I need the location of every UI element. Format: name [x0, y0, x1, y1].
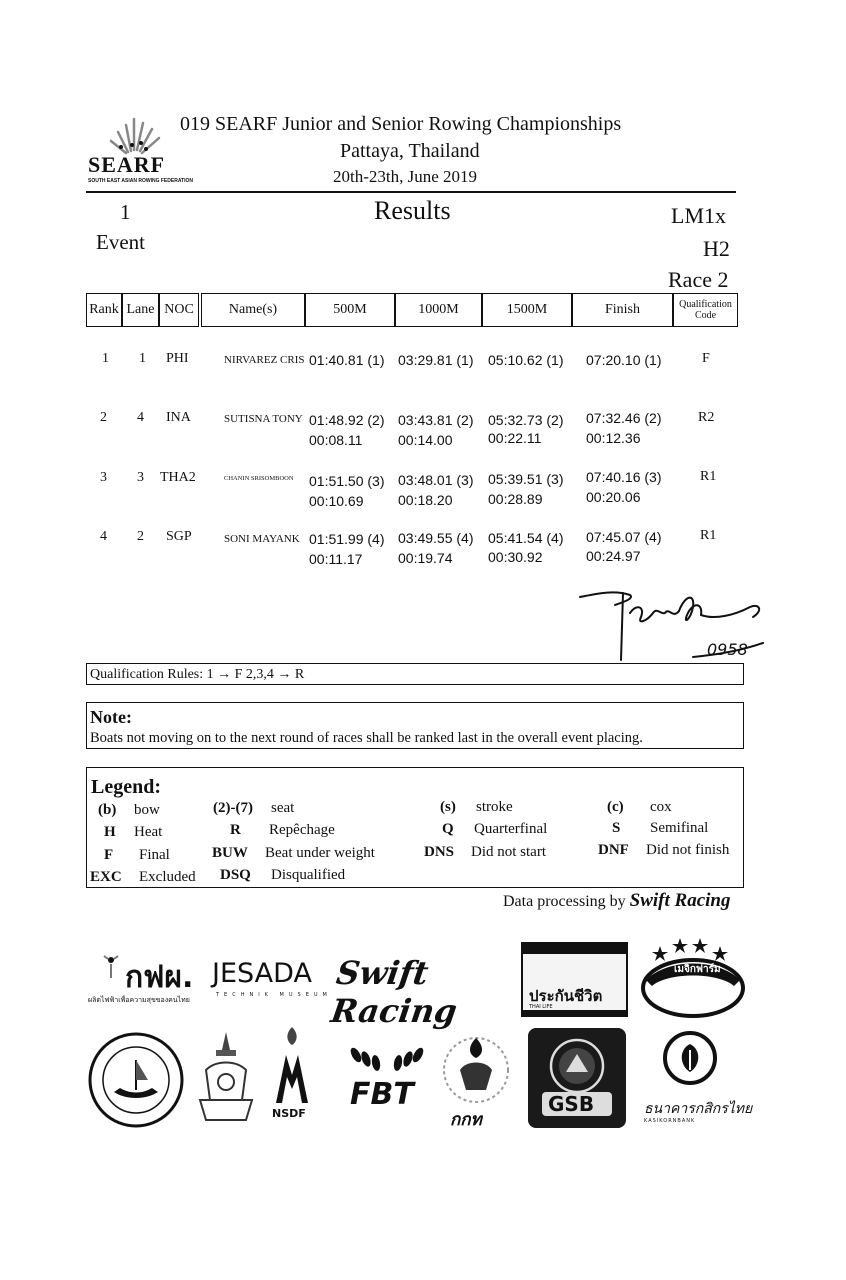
note-title: Note: — [90, 707, 132, 727]
lane: 4 — [137, 410, 144, 425]
legend-item: BUW — [212, 845, 248, 861]
egat-mark-icon — [96, 952, 126, 980]
legend-label: Excluded — [139, 869, 196, 885]
legend-label: Heat — [134, 824, 163, 840]
location: Pattaya, Thailand — [340, 140, 480, 162]
time-500m: 01:40.81 (1) — [309, 352, 385, 368]
legend-item: F — [104, 847, 114, 863]
time-finish: 07:45.07 (4) — [586, 529, 662, 545]
table-header — [86, 293, 738, 329]
qualification-rules: Qualification Rules: 1 → F 2,3,4 → R — [90, 667, 305, 682]
noc: INA — [166, 410, 191, 425]
diff-finish: 00:12.36 — [586, 430, 641, 446]
qualification-code: R1 — [700, 469, 717, 484]
diff-1000m: 00:19.74 — [398, 550, 453, 566]
diff-1500m: 00:28.89 — [488, 491, 543, 507]
qualification-code: R1 — [700, 528, 717, 543]
legend-label: Semifinal — [650, 820, 709, 836]
diff-500m: 00:10.69 — [309, 493, 364, 509]
header-divider — [86, 191, 736, 193]
thai-life-band — [523, 944, 626, 954]
thai-emblem-icon — [86, 1030, 186, 1130]
rank: 1 — [102, 351, 109, 366]
kasikornbank-logo — [640, 1030, 755, 1130]
legend-item: (s) — [440, 799, 456, 815]
kbank-leaf-icon — [640, 1030, 755, 1090]
race-code: Race 2 — [668, 267, 729, 292]
legend-item: (c) — [607, 799, 624, 815]
fbt-logo — [342, 1035, 432, 1120]
gsb-logo — [528, 1028, 626, 1128]
legend-item: R — [230, 822, 241, 838]
time-1000m: 03:29.81 (1) — [398, 352, 474, 368]
time-finish: 07:32.46 (2) — [586, 410, 662, 426]
qualification-code: R2 — [698, 410, 715, 425]
data-processing — [503, 890, 730, 912]
diff-finish: 00:24.97 — [586, 548, 641, 564]
col-rank: Rank — [86, 293, 122, 327]
thai-rowing-association-logo — [86, 1030, 186, 1130]
athlete-name: CHANIN SRISOMBOON — [224, 475, 294, 482]
sat-text: กกท — [450, 1110, 482, 1130]
time-1000m: 03:48.01 (3) — [398, 472, 474, 488]
heat-code: H2 — [703, 236, 730, 261]
kbank-sub: KASIKORNBANK — [644, 1118, 696, 1124]
time-1500m: 05:10.62 (1) — [488, 352, 564, 368]
col-finish: Finish — [572, 293, 673, 327]
thai-life-band-bottom — [523, 1010, 626, 1015]
athlete-name: SUTISNA TONY — [224, 413, 303, 425]
legend-label: Quarterfinal — [474, 821, 548, 837]
legend-label: Disqualified — [271, 867, 346, 883]
jesada-logo — [212, 958, 332, 1004]
nsdf-text: NSDF — [272, 1107, 306, 1120]
data-processing-prefix: Data processing by — [503, 893, 626, 910]
kbank-text: ธนาคารกสิกรไทย — [644, 1101, 753, 1117]
swift-racing-text: Swift Racing — [328, 954, 460, 1030]
lane: 1 — [139, 351, 146, 366]
diff-500m: 00:08.11 — [309, 432, 363, 448]
magic-farm-logo — [638, 938, 750, 1028]
legend-label: Repêchage — [269, 822, 335, 838]
legend-label: Beat under weight — [265, 845, 375, 861]
logo-subtext: SOUTH EAST ASIAN ROWING FEDERATION — [88, 178, 193, 184]
lane: 2 — [137, 529, 144, 544]
time-500m: 01:48.92 (2) — [309, 412, 385, 428]
col-names: Name(s) — [201, 293, 305, 327]
qualification-code: F — [702, 351, 710, 366]
legend-item: (2)-(7) — [213, 800, 253, 816]
legend-label: cox — [650, 799, 672, 815]
gsb-text: GSB — [548, 1092, 595, 1116]
col-qualification: Qualification Code — [673, 293, 738, 327]
col-1500m: 1500M — [482, 293, 572, 327]
legend-item: S — [612, 820, 621, 836]
note-text: Boats not moving on to the next round of races shall be ranked last in the overall event placing. — [90, 730, 643, 746]
legend-item: EXC — [90, 869, 122, 885]
egat-text: กฟผ. — [125, 960, 194, 995]
noc: THA2 — [160, 470, 196, 485]
thai-royal-emblem-icon — [196, 1030, 256, 1130]
legend-item: (b) — [98, 802, 117, 818]
sat-logo — [436, 1030, 516, 1130]
rank: 3 — [100, 470, 107, 485]
legend-label: stroke — [476, 799, 513, 815]
event-number: 1 — [120, 200, 131, 224]
thai-life-logo — [521, 942, 628, 1017]
time-1000m: 03:49.55 (4) — [398, 530, 474, 546]
legend-item: DNF — [598, 842, 629, 858]
col-1000m: 1000M — [395, 293, 482, 327]
legend-item: H — [104, 824, 116, 840]
diff-finish: 00:20.06 — [586, 489, 641, 505]
col-noc: NOC — [159, 293, 199, 327]
legend-label: bow — [134, 802, 160, 818]
thai-life-text: ประกันชีวิต — [529, 987, 603, 1005]
legend-item: DNS — [424, 844, 455, 860]
data-processing-brand: Swift Racing — [629, 890, 731, 911]
signature-number: 0958 — [707, 640, 748, 659]
signature-icon — [575, 585, 770, 670]
diff-1000m: 00:14.00 — [398, 432, 453, 448]
diff-1500m: 00:22.11 — [488, 430, 542, 446]
legend-title: Legend: — [91, 776, 161, 798]
thai-life-sub: THAI LIFE — [529, 1004, 553, 1010]
jesada-text: JESADA — [212, 958, 312, 989]
royal-emblem-logo — [196, 1030, 256, 1130]
lane: 3 — [137, 470, 144, 485]
fbt-text: FBT — [350, 1077, 414, 1112]
results-title: Results — [374, 196, 451, 225]
time-500m: 01:51.99 (4) — [309, 531, 385, 547]
noc: SGP — [166, 529, 192, 544]
nsdf-logo — [262, 1025, 322, 1125]
legend-label: Final — [139, 847, 170, 863]
fbt-laurel-icon — [342, 1035, 432, 1075]
legend-label: Did not finish — [646, 842, 730, 858]
nsdf-torch-icon — [262, 1025, 322, 1105]
event-label: Event — [96, 230, 145, 254]
rank: 4 — [100, 529, 107, 544]
time-1500m: 05:32.73 (2) — [488, 412, 564, 428]
time-1000m: 03:43.81 (2) — [398, 412, 474, 428]
legend-label: Did not start — [471, 844, 546, 860]
rank: 2 — [100, 410, 107, 425]
athlete-name: NIRVAREZ CRIS — [224, 354, 305, 366]
egat-logo — [88, 950, 203, 1010]
egat-sub: ผลิตไฟฟ้าเพื่อความสุขของคนไทย — [88, 996, 190, 1004]
time-1500m: 05:41.54 (4) — [488, 530, 564, 546]
time-finish: 07:20.10 (1) — [586, 352, 662, 368]
col-lane: Lane — [122, 293, 159, 327]
jesada-sub: TECHNIK MUSEUM — [216, 992, 332, 998]
time-1500m: 05:39.51 (3) — [488, 471, 564, 487]
legend-label: seat — [271, 800, 295, 816]
legend-item: DSQ — [220, 867, 251, 883]
noc: PHI — [166, 351, 189, 366]
col-500m: 500M — [305, 293, 395, 327]
sat-emblem-icon — [436, 1030, 516, 1105]
diff-1500m: 00:30.92 — [488, 549, 543, 565]
logo-text: SEARF — [88, 152, 166, 177]
swift-racing-logo — [328, 950, 520, 1030]
athlete-name: SONI MAYANK — [224, 533, 300, 545]
legend-item: Q — [442, 821, 454, 837]
diff-500m: 00:11.17 — [309, 551, 363, 567]
event-code: LM1x — [671, 203, 726, 228]
time-finish: 07:40.16 (3) — [586, 469, 662, 485]
page-title: 019 SEARF Junior and Senior Rowing Championships — [180, 113, 622, 135]
diff-1000m: 00:18.20 — [398, 492, 453, 508]
gsb-emblem-icon — [528, 1028, 626, 1098]
dates: 20th-23th, June 2019 — [333, 167, 478, 186]
time-500m: 01:51.50 (3) — [309, 473, 385, 489]
magic-farm-text: เมจิกฟาร์ม — [674, 964, 721, 975]
